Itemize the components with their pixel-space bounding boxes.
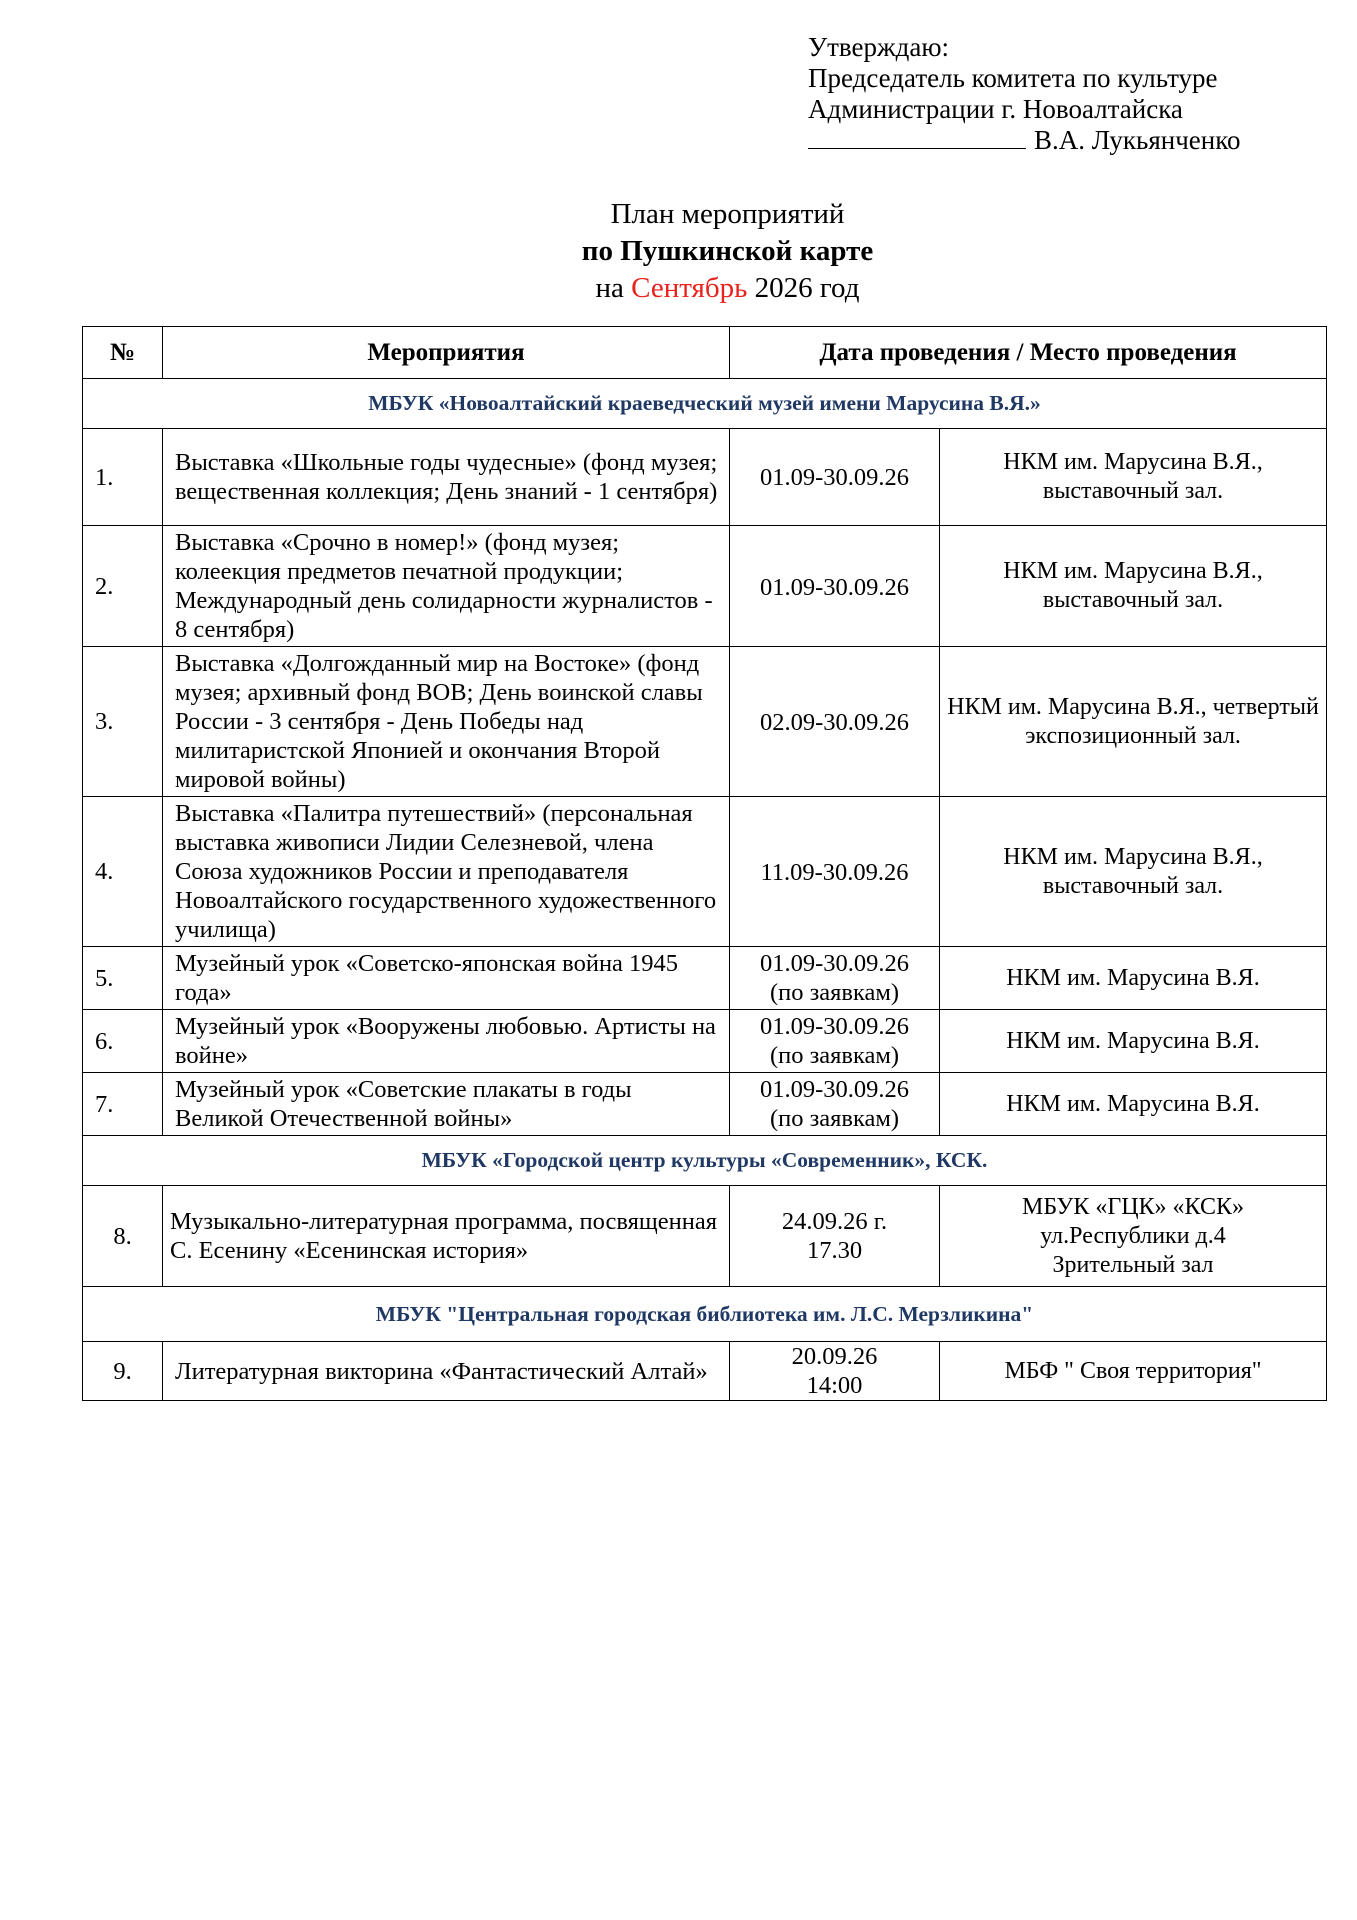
section-row: [83, 379, 1327, 429]
row-date-note: (по заявкам): [769, 1042, 900, 1069]
table-row: [83, 1186, 1327, 1287]
row-date: [730, 1186, 940, 1287]
events-table: [82, 326, 1327, 1401]
row-num: 4.: [83, 797, 163, 947]
title-line-2: по Пушкинской карте: [581, 235, 874, 267]
row-place-address: ул.Республики д.4: [1040, 1222, 1226, 1249]
row-event: Музейный урок «Вооружены любовью. Артисты на войне»: [163, 1010, 730, 1073]
row-date: 01.09-30.09.26: [730, 526, 940, 647]
row-event: Музыкально-литературная программа, посвященная С. Есенину «Есенинская история»: [163, 1186, 730, 1287]
row-date: 02.09-30.09.26: [730, 647, 940, 797]
row-date-value: 24.09.26 г.: [781, 1208, 888, 1235]
section-row: [83, 1136, 1327, 1186]
row-event: Выставка «Палитра путешествий» (персональная выставка живописи Лидии Селезневой, члена Союза художников России и преподавателя Новоалтайского государственного художественного училища): [163, 797, 730, 947]
row-place-hall: Зрительный зал: [1052, 1251, 1214, 1278]
row-place: НКМ им. Марусина В.Я.: [940, 947, 1327, 1010]
row-place: НКМ им. Марусина В.Я., выставочный зал.: [940, 797, 1327, 947]
row-num: 9.: [83, 1342, 163, 1401]
row-place: НКМ им. Марусина В.Я.: [940, 1010, 1327, 1073]
row-date-value: 01.09-30.09.26: [759, 1013, 910, 1040]
row-date: [730, 947, 940, 1010]
row-event: Выставка «Срочно в номер!» (фонд музея; колеекция предметов печатной продукции; Международный день солидарности журналистов - 8 сентября): [163, 526, 730, 647]
table-row: [83, 1010, 1327, 1073]
table-row: [83, 797, 1327, 947]
row-date-time: 14:00: [806, 1372, 863, 1399]
section-title: МБУК «Новоалтайский краеведческий музей имени Марусина В.Я.»: [83, 379, 1327, 429]
table-row: [83, 1342, 1327, 1401]
row-date: [730, 1073, 940, 1136]
row-date: 01.09-30.09.26: [730, 429, 940, 526]
row-date: [730, 1010, 940, 1073]
approval-signature: [808, 125, 1240, 156]
row-date-value: 20.09.26: [791, 1343, 878, 1370]
row-event: Музейный урок «Советские плакаты в годы Великой Отечественной войны»: [163, 1073, 730, 1136]
row-num: 1.: [83, 429, 163, 526]
row-date-value: 01.09-30.09.26: [759, 1076, 910, 1103]
row-num: 5.: [83, 947, 163, 1010]
row-event: Музейный урок «Советско-японская война 1945 года»: [163, 947, 730, 1010]
section-row: [83, 1287, 1327, 1342]
row-event: Выставка «Долгожданный мир на Востоке» (фонд музея; архивный фонд ВОВ; День воинской славы России - 3 сентября - День Победы над милитаристской Японией и окончания Второй мировой войны): [163, 647, 730, 797]
row-place: МБФ " Своя территория": [940, 1342, 1327, 1401]
row-place: НКМ им. Марусина В.Я.: [940, 1073, 1327, 1136]
table-header-row: [83, 327, 1327, 379]
header-event: Мероприятия: [163, 327, 730, 379]
row-date-note: (по заявкам): [769, 979, 900, 1006]
header-num: №: [83, 327, 163, 379]
document-title: [0, 196, 1357, 307]
section-title: МБУК "Центральная городская библиотека им. Л.С. Мерзликина": [83, 1287, 1327, 1342]
title-line-3: [0, 270, 1357, 307]
table-row: [83, 429, 1327, 526]
title-line-1: План мероприятий: [610, 198, 845, 230]
row-date: [730, 1342, 940, 1401]
row-num: 8.: [83, 1186, 163, 1287]
approval-signer: В.А. Лукьянченко: [1034, 125, 1241, 155]
header-date-place: Дата проведения / Место проведения: [730, 327, 1327, 379]
row-place: НКМ им. Марусина В.Я., выставочный зал.: [940, 526, 1327, 647]
table-row: [83, 526, 1327, 647]
title-year: 2026 год: [754, 272, 860, 304]
title-month: Сентябрь: [631, 272, 748, 304]
title-prefix: на: [595, 272, 624, 304]
row-place-org: МБУК «ГЦК» «КСК»: [1022, 1193, 1244, 1220]
row-event: Литературная викторина «Фантастический Алтай»: [163, 1342, 730, 1401]
row-place: [940, 1186, 1327, 1287]
row-num: 2.: [83, 526, 163, 647]
signature-line: [808, 126, 1026, 149]
approval-heading: Утверждаю:: [808, 32, 950, 62]
table-row: [83, 647, 1327, 797]
row-place: НКМ им. Марусина В.Я., выставочный зал.: [940, 429, 1327, 526]
approval-block: [808, 32, 1240, 156]
row-date: 11.09-30.09.26: [730, 797, 940, 947]
table-row: [83, 1073, 1327, 1136]
row-place: НКМ им. Марусина В.Я., четвертый экспозиционный зал.: [940, 647, 1327, 797]
section-title: МБУК «Городской центр культуры «Современник», КСК.: [83, 1136, 1327, 1186]
row-date-value: 01.09-30.09.26: [759, 950, 910, 977]
row-date-time: 17.30: [806, 1237, 863, 1264]
approval-organization: Администрации г. Новоалтайска: [808, 94, 1183, 124]
row-num: 6.: [83, 1010, 163, 1073]
row-event: Выставка «Школьные годы чудесные» (фонд музея; вещественная коллекция; День знаний - 1 сентября): [163, 429, 730, 526]
row-date-note: (по заявкам): [769, 1105, 900, 1132]
row-num: 3.: [83, 647, 163, 797]
table-row: [83, 947, 1327, 1010]
row-num: 7.: [83, 1073, 163, 1136]
approval-position: Председатель комитета по культуре: [808, 63, 1218, 93]
